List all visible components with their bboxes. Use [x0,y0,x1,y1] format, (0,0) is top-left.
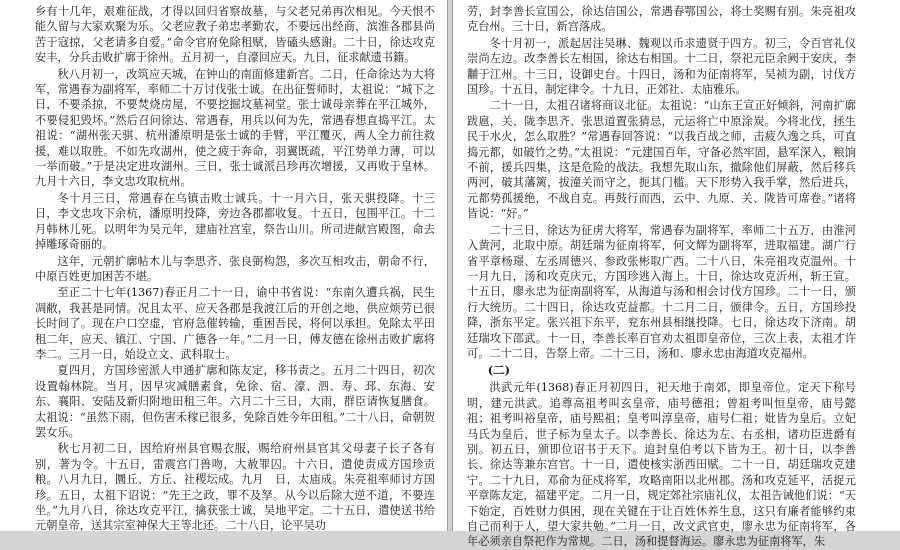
paragraph: 劳，封李善长宣国公，徐达信国公，常遇春鄂国公，将士奖赐有别。朱亮祖攻克台州。三十日，新宫落成。 [467,5,856,34]
paragraph: 夏四月，方国珍密派人申通扩廓和陈友定，移书责之。五月二十四日，初次设置翰林院。当月，因早灾减膳素食，免徐、宿、濠、泗、寿、邳、东海、安东、襄阳、安陆及新归附地田租三年。六月二十三日，大雨，群臣请恢复膳食。太祖说：“虽然下雨，但伤害禾稼已很多，免除百姓今年田租。”二十八日，命朝贺罢女乐。 [35,364,435,439]
paragraph: 这年，元朝扩廓帖木儿与李思齐、张良弼构怨，多次互相攻击，朝命不行，中原百姓更加困苦不堪。 [35,254,435,283]
section-heading: (二) [487,363,511,378]
paragraph: 洪武元年(1368)春正月初四日，祀天地于南郊，即皇帝位。定天下称号明，建元洪武。追尊高祖考叫玄皇帝，庙号德祖；曾祖考叫恒皇帝，庙号懿祖；祖考叫裕皇帝，庙号熙祖；皇考叫淳皇帝，庙号仁祖；妣皆为皇后。立妃马氏为皇后，世子标为皇太子。以李善长、徐达为左、右丞相，诸功臣进爵有别。初五日，颁即位诏书于天下。追封皇伯考以下皆为王。初十日，以李善长、徐达等兼东宫官。十一日，遣使核实浙西田赋。二十一日，胡廷瑞攻克建宁。二十九日，邓俞为征戍将军，攻略南阳以北州郡。汤和攻克延平，活捉元平章陈友定，福建平定。二月一日，规定郊社宗庙礼仪，太祖告诫他们说：“天下始定，百姓财力俱困，现在关键在于让百姓休养生息，这只有廉者能够约束自己而利于人，望大家共勉。”二月一日，改文武官吏，廖永忠为征南将军，各年必须亲自祭祀作为常规。二日，汤和提督海运。廖永忠为征南将军，朱 [467,381,856,549]
paragraph: 乡有十几年，艰难征战，才得以回归省察故墓，与父老兄弟再次相见。今天恨不能久留与大家欢聚为乐。父老应教子弟忠孝勤农，不要远出经商，滨淮各郡县尚苦于寇掠，父老请多自爱。”命令官府免除租赋，皆磕头感谢。二十日，徐达攻克安丰，分兵击败扩廓于徐州。五月初一，自濠回应天。九日，征求献遗书籍。 [35,5,435,65]
paragraph: 秋八月初一，改筑应天城，在钟山的南面修建新宫。二日，任命徐达为大将军，常遇春为副将军，率师二十万讨伐张士诚。在出征誓师时，太祖说：“城下之日，不要杀掠，不要焚烧房屋，不要挖掘坟墓祠堂。张士诚母亲葬在平江城外，不要侵犯毁坏。”然后召问徐达、常遇春，用兵以何为先，常遇春想直捣平江。太祖说：“湖州张天骐、杭州潘原明是张士诚的手臂，平江覆灭，两人全力前往救援，难以取胜。不如先攻湖州，使之疲于奔命，羽翼既疏，平江势单力薄，可以一举而破。”于是决定进攻湖州。三日，张士诚派吕珍再次增援，又再败于皇林。九月十六日，李文忠攻取杭州。 [35,67,435,189]
left-page [0,0,447,531]
paragraph: 秋七月初二日，因给府州县官赐衣服，赐给府州县官其父母妻子长子各有别，著为令。十五日，雷震宫门兽吻，大赦罪囚。十六日，遣使责成方国珍贡粮。八月九日，圜丘、方丘、社稷坛成。九月 日，太庙成。朱亮祖率师讨方国珍。五日，太祖下诏说：“先王之政，罪不及孥。从今以后除大逆不道，不要连坐。”九月八日，徐达攻克平江，擒获张士诚，吴地平定。二十五日，遣使送书给元朝皇帝，送其宗室神保大王等北还。二十八日，论平吴功 [35,442,435,533]
paragraph: 冬十月三日，常遇春在乌镇击败士诚兵。十一月六日，张天骐投降。十三日，李文忠攻下余杭，潘原明投降，旁边各郡都收复。十五日，包围平江。十二月韩林儿死。以明年为吴元年，建庙社宫室，祭告山川。所司进献宫殿图，命去掉雕琢奇丽的。 [35,191,435,252]
paragraph: 至正二十七年(1367)春正月二十一日，谕中书省说：“东南久遭兵祸，民生凋敝，我甚是同情。况且太平、应天各郡是我渡江后的开创之地，供应烦劳已很长时间了。现在户口空虚，官府急催转输，重困吾民，将何以承担。免除太平田租二年，应天、镇江、宁国、广德各一年。”二月一日，傅友德在徐州击败扩廓将李二。三月一日，始设立文、武科取士。 [35,286,435,361]
paragraph: 二十一日，太祖召诸将商议北征。太祖说：“山东王宣正好倾斜，河南扩廓跋扈，关、陇李思齐、张思道置张猜忌，元运将亡中原涂炭。今将北伐，拯生民于水火，怎么取胜？”常遇春回答说：“以我百战之师，击疲久逸之兵，可直捣元都，如破竹之势。”太祖说：“元建国百年，守备必然牢固，悬军深入，粮饷不前，援兵四集，这是危险的战法。我想先取山东，撤除他们屏蔽，然后移兵两河，破其藩篱，拔潼关而守之，扼其门槛。天下形势入我手掌，然后进兵，元都势孤援绝，不战自克。再鼓行而西，云中、九原、关、陇皆可席卷。”诸将皆说：“好。” [467,99,856,221]
right-page [453,0,900,549]
paragraph: 冬十月初一，派起居注吴琳、魏观以币求遗贤于四方。初三，令百官礼仪崇尚左边。改李善长左相国，徐达右相国。十二日，祭祀元臣余阙于安庆，李黼于江州。十三日，设御史台。十四日，汤和为征南将军，吴祯为副，讨伐方国珍。十五日，制定律令。十九日，正郊社、太庙雅乐。 [467,36,856,97]
paragraph: 二十三日，徐达为征虏大将军，常遇春为副将军，率师二十五万，由淮河入黄河，北取中原。胡廷瑞为征南将军，何文辉为副将军，进取福建。湖广行省平章杨璟、左丞周德兴、参政张彬取广西。二十八日，朱亮祖攻克温州。十一月九日，汤和攻克庆元，方国珍逃入海上。十日，徐达攻克沂州，斩王宣。十五日，廖永忠为征南副将军，从海道与汤和相会讨伐方国珍。二十一日，颁行大统历。二十四日，徐达攻克益都。十二月二日，颁律令。五日，方国珍投降，浙东平定。张兴祖下东平，兖东州县相继投降。七日，徐达攻下济南。胡廷瑞攻下邵武。十一日，李善长率百官劝太祖即皇帝位，三次上表，太祖才许可。二十二日，告祭上帝。二十三日，汤和、廖永忠由海道攻克福州。 [467,223,856,360]
